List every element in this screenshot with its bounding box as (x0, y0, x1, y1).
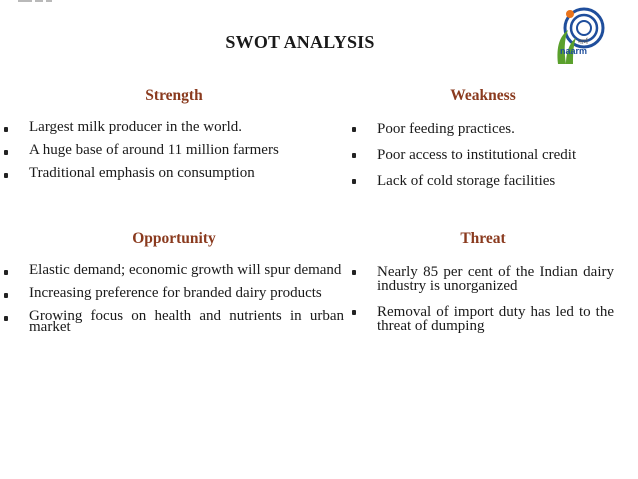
bullet-icon (352, 310, 356, 315)
logo-text: naarm (560, 46, 588, 56)
strength-section (4, 87, 344, 191)
bullet-icon (352, 179, 356, 184)
opportunity-heading: Opportunity (132, 230, 216, 247)
list-item: Poor feeding practices. (352, 122, 614, 136)
bullet-icon (352, 127, 356, 132)
bullet-icon (4, 127, 8, 132)
weakness-section (352, 87, 614, 200)
list-item: Removal of import duty has led to the threat of dumping (352, 305, 614, 333)
threat-section (352, 230, 614, 345)
naarm-logo-icon (546, 6, 610, 66)
bullet-icon (352, 153, 356, 158)
threat-heading: Threat (460, 230, 506, 247)
strength-list (4, 119, 344, 181)
bullet-icon (4, 293, 8, 298)
bullet-icon (4, 173, 8, 178)
weakness-list (352, 122, 614, 188)
weakness-heading: Weakness (450, 87, 516, 104)
list-item: Poor access to institutional credit (352, 148, 614, 162)
bullet-icon (352, 270, 356, 275)
bullet-icon (4, 316, 8, 321)
list-item: Lack of cold storage facilities (352, 174, 614, 188)
list-item: A huge base of around 11 million farmers (4, 145, 344, 156)
list-item: Increasing preference for branded dairy products (4, 288, 344, 299)
opportunity-section (4, 230, 344, 345)
slide-title: SWOT ANALYSIS (225, 32, 375, 52)
list-item: Elastic demand; economic growth will spur demand (4, 265, 344, 276)
strength-heading: Strength (145, 87, 203, 104)
list-item: Traditional emphasis on consumption (4, 168, 344, 179)
logo-hindi-text: नार्म (578, 39, 588, 46)
list-item: Growing focus on health and nutrients in urban market (4, 311, 344, 333)
opportunity-list (4, 262, 344, 335)
list-item: Largest milk producer in the world. (4, 122, 344, 133)
bullet-icon (4, 270, 8, 275)
bullet-icon (4, 150, 8, 155)
list-item: Nearly 85 per cent of the Indian dairy industry is unorganized (352, 265, 614, 293)
corner-decoration (18, 0, 78, 4)
threat-list (352, 265, 614, 333)
